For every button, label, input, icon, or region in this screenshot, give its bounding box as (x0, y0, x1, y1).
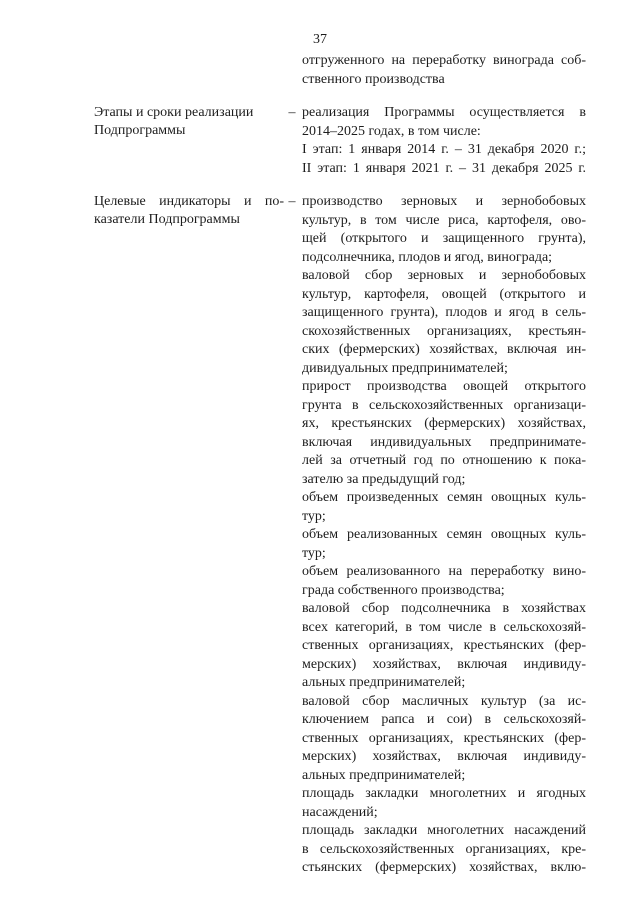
text-line: дивидуальных предпринимателей; (302, 360, 508, 376)
text-line: лей за отчетный год по отношению к пока- (302, 453, 586, 468)
text-line: II этап: 1 января 2021 г. – 31 декабря 2025 г. (302, 160, 586, 176)
row-content (302, 104, 586, 178)
text-line: объем реализованного на переработку вино- (302, 564, 586, 579)
text-line: реализация Программы осуществляется в (302, 105, 586, 120)
text-line: грунта в сельскохозяйственных организаци- (302, 397, 586, 413)
text-line: валовой сбор масличных культур (за ис- (302, 693, 586, 709)
text-line: мерских) хозяйствах, включая индивиду- (302, 656, 586, 672)
text-line: подсолнечника, плодов и ягод, винограда; (302, 249, 553, 265)
row-label (94, 104, 284, 140)
text-line: мерских) хозяйствах, включая индивиду- (302, 749, 586, 764)
label-line: Целевые индикаторы и по- (94, 194, 284, 209)
text-line: тур; (302, 545, 326, 561)
text-line: производство зерновых и зернобобовых (302, 194, 586, 209)
text-line: ственного производства (302, 71, 445, 87)
text-line: культур, картофеля, овощей (открытого и (302, 286, 586, 302)
text-line: защищенного грунта), плодов и ягод в сель- (302, 305, 586, 320)
label-line: казатели Подпрограммы (94, 212, 240, 227)
text-line: площадь закладки многолетних насаждений (302, 823, 586, 838)
text-line: альных предпринимателей; (302, 767, 466, 783)
row-dash: – (288, 105, 296, 120)
text-line: скохозяйственных организациях, крестьян- (302, 323, 586, 339)
continuation-text (302, 52, 586, 89)
row-label (94, 193, 284, 229)
text-line: всех категорий, в том числе в сельскохозяй- (302, 619, 586, 635)
text-line: града собственного производства; (302, 582, 505, 598)
text-line: объем реализованных семян овощных куль- (302, 527, 586, 542)
text-line: альных предпринимателей; (302, 675, 466, 690)
text-line: щей (открытого и защищенного грунта), (302, 231, 586, 246)
text-line: тур; (302, 508, 326, 524)
text-line: валовой сбор подсолнечника в хозяйствах (302, 601, 586, 616)
text-line: 2014–2025 годах, в том числе: (302, 123, 481, 139)
text-line: культур, в том числе риса, картофеля, ово- (302, 212, 586, 228)
text-line: стьянских (фермерских) хозяйствах, вклю- (302, 860, 586, 875)
text-line: включая индивидуальных предпринимате- (302, 434, 586, 450)
text-line: ских (фермерских) хозяйствах, включая ин- (302, 342, 586, 357)
text-line: ключением рапса и сои) в сельскохозяй- (302, 712, 586, 727)
row-content (302, 193, 586, 878)
text-line: в сельскохозяйственных организациях, кре- (302, 841, 586, 857)
text-line: объем произведенных семян овощных куль- (302, 490, 586, 505)
row-dash: – (288, 194, 296, 209)
text-line: площадь закладки многолетних и ягодных (302, 786, 586, 801)
text-line: ях, крестьянских (фермерских) хозяйствах, (302, 416, 586, 431)
text-line: ственных организациях, крестьянских (фер- (302, 638, 586, 653)
text-line: насаждений; (302, 804, 378, 820)
text-line: I этап: 1 января 2014 г. – 31 декабря 2020 г.; (302, 142, 586, 157)
text-line: зателю за предыдущий год; (302, 471, 466, 487)
label-line: Подпрограммы (94, 123, 186, 138)
page-number: 37 (313, 32, 327, 47)
label-line: Этапы и сроки реализации (94, 105, 254, 120)
text-line: валовой сбор зерновых и зернобобовых (302, 268, 586, 283)
text-line: ственных организациях, крестьянских (фер- (302, 730, 586, 746)
text-line: прирост производства овощей открытого (302, 379, 586, 394)
text-line: отгруженного на переработку винограда соб- (302, 53, 586, 68)
